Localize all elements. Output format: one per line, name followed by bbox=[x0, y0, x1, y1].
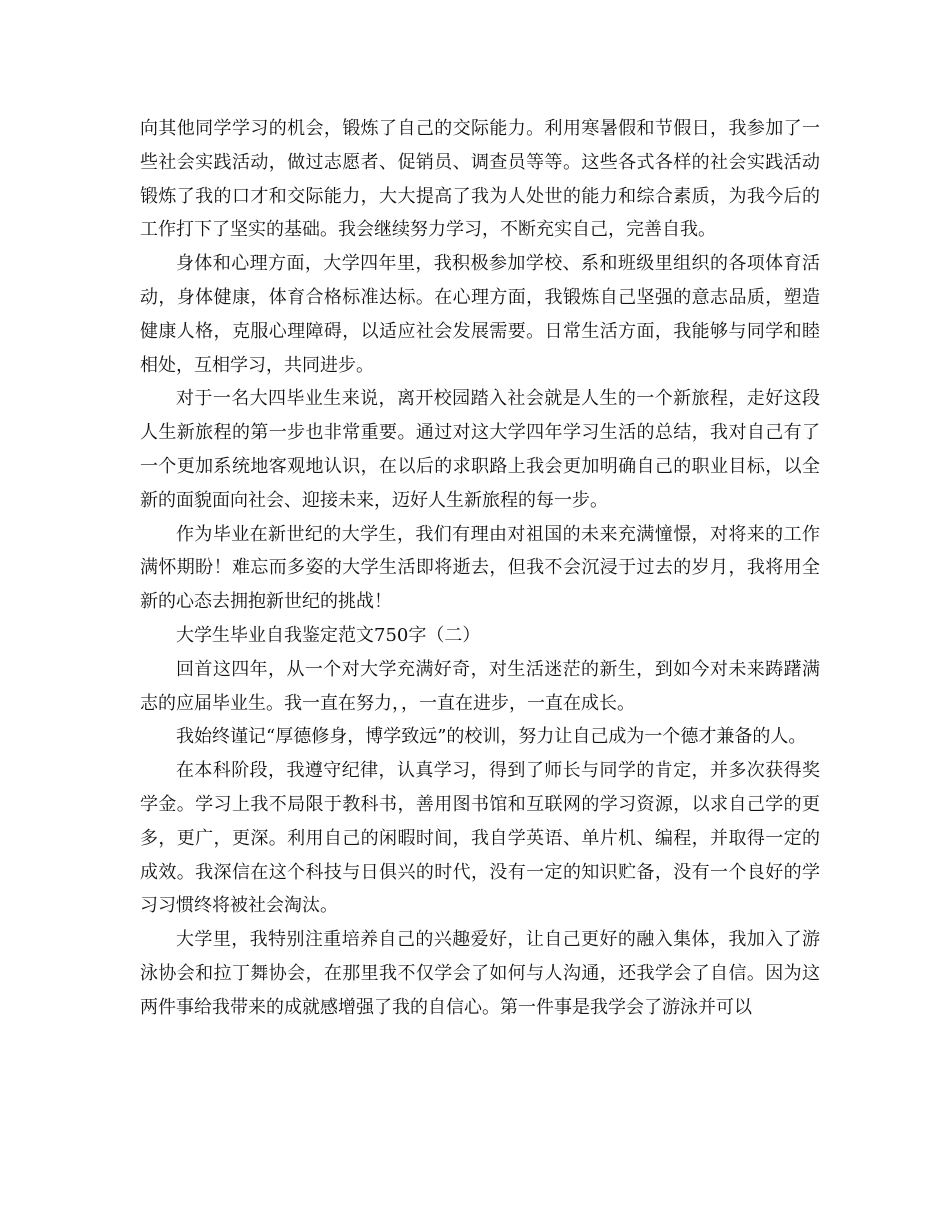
paragraph-6: 我始终谨记“厚德修身，博学致远”的校训，努力让自己成为一个德才兼备的人。 bbox=[176, 726, 807, 748]
paragraph-8: 大学里，我特别注重培养自己的兴趣爱好，让自己更好的融入集体，我加入了游泳协会和拉丁舞协会，在那里我不仅学会了如何与人沟通，还我学会了自信。因为这两件事给我带来的成就感增强了我的自信心。第一件事是我学会了游泳并可以 bbox=[140, 929, 820, 1018]
paragraph-5: 回首这四年，从一个对大学充满好奇，对生活迷茫的新生，到如今对未来踌躇满志的应届毕业生。我一直在努力，，一直在进步，一直在成长。 bbox=[140, 658, 820, 714]
document-body bbox=[140, 112, 820, 1025]
paragraph-7: 在本科阶段，我遵守纪律，认真学习，得到了师长与同学的肯定，并多次获得奖学金。学习上我不局限于教科书，善用图书馆和互联网的学习资源，以求自己学的更多，更广，更深。利用自己的闲暇时间，我自学英语、单片机、编程，并取得一定的成效。我深信在这个科技与日俱兴的时代，没有一定的知识贮备，没有一个良好的学习习惯终将被社会淘汰。 bbox=[140, 760, 820, 917]
paragraph-1: 向其他同学学习的机会，锻炼了自己的交际能力。利用寒暑假和节假日，我参加了一些社会实践活动，做过志愿者、促销员、调查员等等。这些各式各样的社会实践活动锻炼了我的口才和交际能力，大大提高了我为人处世的能力和综合素质，为我今后的工作打下了坚实的基础。我会继续努力学习，不断充实自己，完善自我。 bbox=[140, 118, 820, 241]
paragraph-4: 作为毕业在新世纪的大学生，我们有理由对祖国的未来充满憧憬，对将来的工作满怀期盼！难忘而多姿的大学生活即将逝去，但我不会沉浸于过去的岁月，我将用全新的心态去拥抱新世纪的挑战！ bbox=[140, 523, 820, 613]
paragraph-2: 身体和心理方面，大学四年里，我积极参加学校、系和班级里组织的各项体育活动，身体健康，体育合格标准达标。在心理方面，我锻炼自己坚强的意志品质，塑造健康人格，克服心理障碍，以适应社会发展需要。日常生活方面，我能够与同学和睦相处，互相学习，共同进步。 bbox=[140, 253, 820, 376]
section-heading: 大学生毕业自我鉴定范文750字（二） bbox=[176, 624, 481, 646]
paragraph-3: 对于一名大四毕业生来说，离开校园踏入社会就是人生的一个新旅程，走好这段人生新旅程的第一步也非常重要。通过对这大学四年学习生活的总结，我对自己有了一个更加系统地客观地认识，在以后的求职路上我会更加明确自己的职业目标，以全新的面貌面向社会、迎接未来，迈好人生新旅程的每一步。 bbox=[140, 388, 820, 511]
